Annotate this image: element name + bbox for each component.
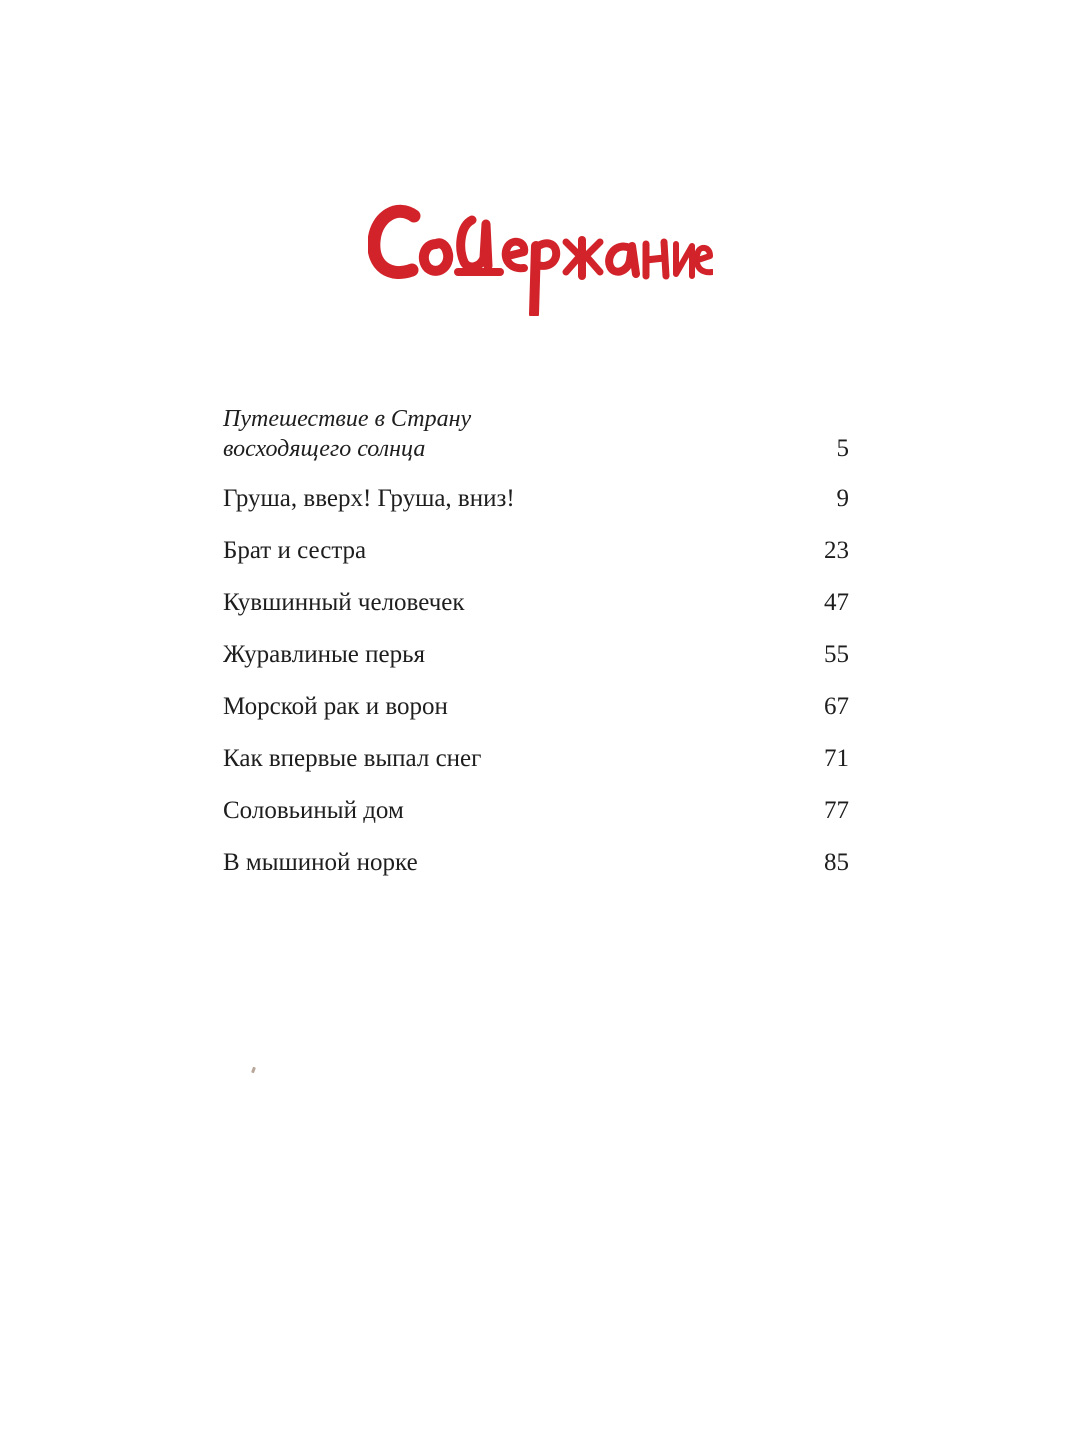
toc-entry-title: Брат и сестра — [223, 537, 367, 564]
toc-entry-intro[interactable] — [223, 404, 849, 464]
toc-entry-page: 5 — [836, 435, 849, 462]
handwritten-title-lettering — [368, 186, 713, 316]
toc-entry-title: Журавлиные перья — [223, 641, 426, 668]
toc-entry-page: 23 — [824, 537, 849, 564]
toc-entry-title-line: Путешествие в Страну — [223, 406, 472, 432]
toc-entry-title: Груша, вверх! Груша, вниз! — [223, 485, 515, 512]
toc-entry-title: Кувшинный человечек — [223, 589, 465, 616]
toc-entry-title: Как впервые выпал снег — [223, 745, 482, 772]
toc-entry-page: 47 — [824, 589, 849, 616]
toc-entry-page: 77 — [824, 797, 849, 824]
toc-entry[interactable] — [223, 588, 849, 618]
toc-entry[interactable] — [223, 484, 849, 514]
toc-entry-page: 9 — [836, 485, 849, 512]
toc-entry[interactable] — [223, 640, 849, 670]
toc-entry-page: 55 — [824, 641, 849, 668]
toc-entry-title: Соловьиный дом — [223, 797, 404, 824]
table-of-contents — [223, 404, 849, 900]
toc-entry-page: 67 — [824, 693, 849, 720]
toc-entry-page: 71 — [824, 745, 849, 772]
toc-entry-title — [223, 404, 471, 464]
paper-speck — [251, 1067, 256, 1074]
toc-entry[interactable] — [223, 848, 849, 878]
toc-entry-title: В мышиной норке — [223, 849, 418, 876]
toc-entry[interactable] — [223, 536, 849, 566]
toc-entry[interactable] — [223, 692, 849, 722]
toc-entry-title: Морской рак и ворон — [223, 693, 448, 720]
toc-entry[interactable] — [223, 744, 849, 774]
toc-entry[interactable] — [223, 796, 849, 826]
toc-entry-page: 85 — [824, 849, 849, 876]
page-title — [368, 186, 713, 316]
toc-entry-title-line: восходящего солнца — [223, 436, 426, 462]
